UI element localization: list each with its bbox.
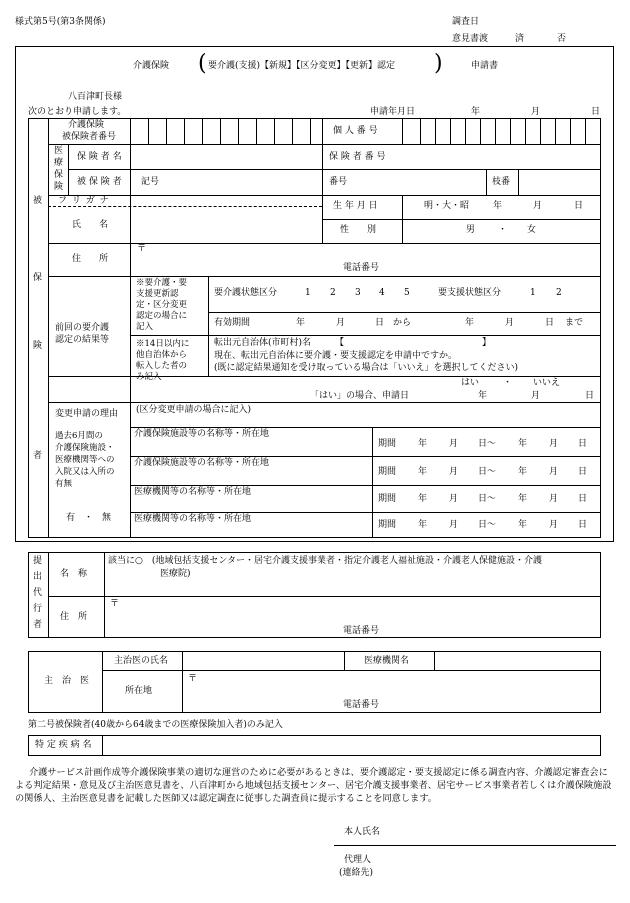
personal-number-label: 個 人 番 号 (333, 126, 378, 136)
insured-vertical-3: 険 (33, 341, 43, 351)
previous-note2-4: み記入 (136, 372, 162, 382)
sex-male: 男 (466, 225, 476, 235)
name-label: 氏 名 (72, 220, 109, 230)
care-level-1: 1 (305, 288, 311, 298)
agent-vertical-4: 行 (33, 604, 43, 614)
insured-number-label-2: 被保険者番号 (62, 132, 117, 142)
care-level-3: 3 (355, 288, 361, 298)
care-level-label: 要介護状態区分 (214, 288, 278, 298)
insured-person-label: 被 保 険 者 (77, 177, 122, 187)
transfer-name-label: 転出元自治体(市町村)名 (214, 338, 312, 348)
app-date-month: 月 (531, 107, 541, 117)
valid-from-day: 日 (375, 318, 385, 328)
doctor-phone-label: 電話番号 (343, 700, 380, 710)
period-month: 月 (449, 520, 459, 530)
agent-vertical-1: 提 (33, 556, 43, 566)
period-month: 月 (449, 439, 459, 449)
period-day: 日 (578, 494, 588, 504)
valid-from-month: 月 (336, 318, 346, 328)
period-month: 月 (549, 439, 559, 449)
secondary-note: 第二号被保険者(40歳から64歳までの医療保険加入者)のみ記入 (28, 720, 283, 730)
insured-number-label-1: 介護保険 (68, 120, 105, 130)
facility-label-5: 有無 (55, 479, 73, 489)
period-month: 月 (549, 467, 559, 477)
agent-vertical-3: 代 (33, 588, 43, 598)
facility-row-4: 医療機関等の名称等・所在地 (134, 514, 252, 524)
transfer-no: いいえ (533, 378, 561, 388)
number-label: 番号 (329, 177, 348, 187)
facility-row-3: 医療機関等の名称等・所在地 (134, 487, 252, 497)
transfer-bracket-open: 【 (335, 338, 345, 348)
facility-label-2: 介護保険施設・ (55, 443, 115, 453)
period-day-from: 日～ (478, 494, 497, 504)
period-year: 年 (418, 467, 428, 477)
facility-label-3: 医療機関等への (55, 455, 115, 465)
period-month: 月 (449, 494, 459, 504)
facility-row-2: 介護保険施設等の名称等・所在地 (134, 458, 270, 468)
transfer-month: 月 (531, 391, 541, 401)
period-label: 期間 (378, 467, 397, 477)
previous-note2-2: 他自治体から (136, 350, 188, 360)
previous-note1-1: ※要介護・要 (136, 278, 188, 288)
period-month: 月 (549, 494, 559, 504)
agent-postal-mark: 〒 (110, 599, 120, 609)
period-month: 月 (549, 520, 559, 530)
previous-note1-3: 定・区分変更 (136, 300, 188, 310)
period-year: 年 (518, 520, 528, 530)
previous-note1-4: 認定の場合に (136, 311, 188, 321)
agent-vertical-5: 者 (33, 620, 43, 630)
agent-name-note-1: 該当に○ (地域包括支援センター・居宅介護支援事業者・指定介護老人福祉施設・介護老人保健施設・介護 (108, 556, 543, 566)
doctor-label: 主 治 医 (44, 676, 90, 686)
facility-label-4: 入院又は入所の (55, 467, 115, 477)
insured-vertical-4: 者 (33, 451, 43, 461)
symbol-label: 記号 (141, 177, 160, 187)
era-options: 明・大・昭 (424, 201, 470, 211)
birth-year: 年 (493, 201, 503, 211)
medical-vertical-2: 療 (54, 158, 64, 168)
period-year: 年 (518, 494, 528, 504)
title-left-paren: ( (198, 51, 207, 76)
period-day-from: 日～ (478, 520, 497, 530)
opinion-not: 否 (557, 34, 567, 44)
disease-label: 特 定 疾 病 名 (35, 740, 92, 750)
facility-label-1: 過去6月間の (55, 431, 103, 441)
addressee: 八百津町長様 (68, 92, 123, 102)
valid-until-day: 日 (545, 318, 555, 328)
title-right-paren: ) (434, 51, 443, 76)
care-level-4: 4 (379, 288, 385, 298)
transfer-question: 現在、転出元自治体に要介護・要支援認定を申請中ですか。 (214, 351, 458, 361)
previous-note2-1: ※14日以内に (136, 339, 190, 349)
facility-row-1: 介護保険施設等の名称等・所在地 (134, 429, 270, 439)
support-level-label: 要支援状態区分 (438, 288, 502, 298)
agent-name-note-2: 医療院) (160, 569, 191, 579)
contact-label: (連絡先) (339, 868, 374, 878)
medical-vertical-4: 険 (54, 182, 64, 192)
agent-vertical-2: 出 (33, 572, 43, 582)
facility-exists: 有 ・ 無 (66, 513, 112, 523)
previous-label-1: 前回の要介護 (55, 323, 110, 333)
previous-note2-3: 転入した者の (136, 361, 188, 371)
disease-table (28, 735, 601, 756)
intro-text: 次のとおり申請します。 (28, 107, 127, 117)
valid-until-year: 年 (465, 318, 475, 328)
agent-address-label: 住 所 (60, 612, 88, 622)
opinion-label: 意見書渡 (452, 34, 489, 44)
period-label: 期間 (378, 439, 397, 449)
agent-phone-label: 電話番号 (343, 626, 380, 636)
valid-until-month: 月 (505, 318, 515, 328)
support-level-2: 2 (556, 288, 562, 298)
doctor-institution-label: 医療機関名 (364, 656, 410, 666)
change-reason-note: (区分変更申請の場合に記入) (136, 405, 252, 415)
insurer-name-label: 保 険 者 名 (77, 152, 122, 162)
insured-vertical-2: 保 (33, 273, 43, 283)
app-date-label: 申請年月日 (370, 107, 416, 117)
valid-from: から (393, 318, 412, 328)
period-year: 年 (418, 494, 428, 504)
transfer-instruction: (既に認定結果通知を受け取っている場合は「いいえ」を選択してください) (214, 363, 519, 373)
address-label: 住 所 (72, 254, 109, 264)
form-number: 様式第5号(第3条関係) (15, 17, 106, 27)
valid-from-year: 年 (296, 318, 306, 328)
medical-vertical-1: 医 (54, 146, 64, 156)
opinion-done: 済 (515, 34, 525, 44)
period-year: 年 (518, 439, 528, 449)
insured-vertical-1: 被 (33, 196, 43, 206)
transfer-bracket-close: 】 (482, 338, 492, 348)
medical-vertical-3: 保 (54, 170, 64, 180)
period-year: 年 (418, 439, 428, 449)
doctor-postal-mark: 〒 (188, 674, 198, 684)
period-day: 日 (578, 520, 588, 530)
period-year: 年 (418, 520, 428, 530)
period-year: 年 (518, 467, 528, 477)
sex-dot: ・ (498, 225, 508, 235)
title-insurance: 介護保険 (133, 61, 170, 71)
title-application: 申請書 (471, 61, 499, 71)
transfer-yes: はい (461, 378, 480, 388)
previous-note1-2: 支援更新認 (136, 289, 179, 299)
address-phone-label: 電話番号 (343, 263, 380, 273)
address-postal-mark: 〒 (137, 244, 147, 254)
period-day: 日 (578, 467, 588, 477)
app-date-year: 年 (471, 107, 481, 117)
period-day: 日 (578, 439, 588, 449)
app-date-day: 日 (591, 107, 601, 117)
branch-label: 枝番 (492, 177, 511, 187)
survey-date-label: 調査日 (452, 17, 480, 27)
sex-female: 女 (527, 225, 537, 235)
agent-name-label: 名 称 (60, 569, 88, 579)
birth-month: 月 (533, 201, 543, 211)
previous-label-2: 認定の結果等 (55, 335, 110, 345)
title-types: 要介護(支援)【新規】【区分変更】【更新】認定 (208, 61, 396, 71)
care-level-5: 5 (404, 288, 410, 298)
change-reason-label: 変更申請の理由 (55, 409, 119, 419)
valid-period-label: 有効期間 (214, 318, 251, 328)
birth-day: 日 (574, 201, 584, 211)
period-label: 期間 (378, 520, 397, 530)
support-level-1: 1 (530, 288, 536, 298)
period-day-from: 日～ (478, 467, 497, 477)
period-day-from: 日～ (478, 439, 497, 449)
birthdate-label: 生 年 月 日 (333, 201, 378, 211)
previous-note1-5: 記入 (136, 322, 154, 332)
transfer-year: 年 (478, 391, 488, 401)
period-label: 期間 (378, 494, 397, 504)
transfer-day: 日 (585, 391, 595, 401)
doctor-name-label: 主治医の氏名 (114, 656, 169, 666)
sex-label: 性 別 (340, 225, 377, 235)
doctor-location-label: 所在地 (125, 686, 153, 696)
period-month: 月 (449, 467, 459, 477)
furigana-label: フ リ ガ ナ (58, 196, 110, 206)
agent-signature-label: 代理人 (344, 855, 372, 865)
transfer-yes-date: 「はい」の場合、申請日 (310, 391, 410, 401)
consent-text: 介護サービス計画作成等介護保険事業の適切な運営のために必要があるときは、要介護認定・要支援認定に係る調査内容、介護認定審査会による判定結果・意見及び主治医意見書を、八百津町から地域包括支援センター、居宅介護支援事業者、居宅サービス事業者若しくは介護保険施設の関係人、主治医意見書を記載した医師又は認定調査に従事した調査員に提示することを同意します。 (15, 767, 612, 805)
self-name-label: 本人氏名 (344, 827, 381, 837)
care-level-2: 2 (330, 288, 336, 298)
valid-until: まで (565, 318, 584, 328)
insurer-number-label: 保 険 者 番 号 (329, 152, 386, 162)
transfer-dot: ・ (503, 378, 513, 388)
